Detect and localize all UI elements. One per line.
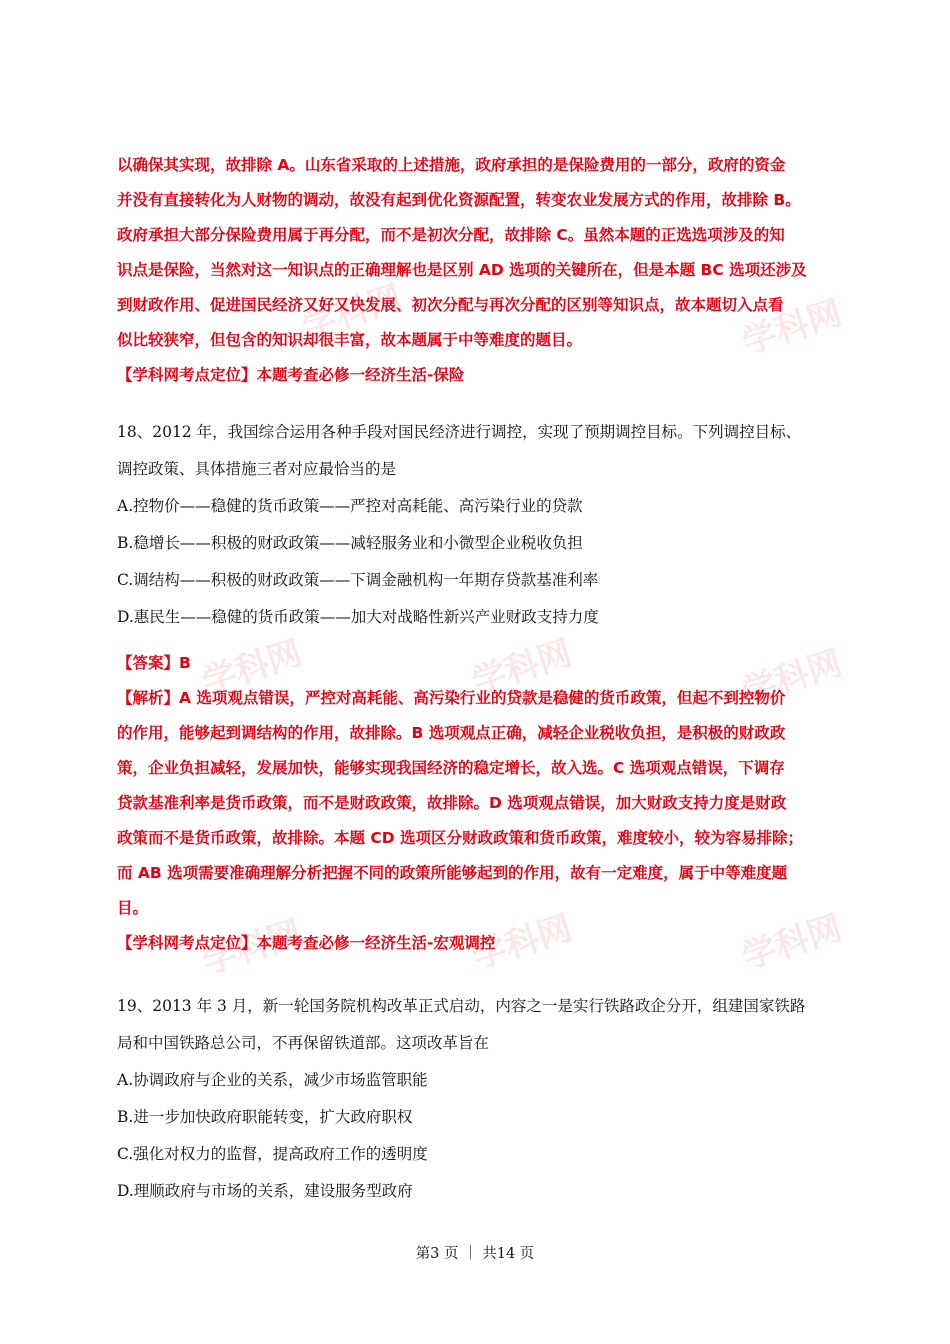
watermark: 学科网 bbox=[197, 633, 307, 703]
q17-analysis bbox=[117, 148, 845, 393]
question-18 bbox=[117, 414, 845, 636]
analysis-line: 贷款基准利率是货币政策，而不是财政政策，故排除。D 选项观点错误，加大财政支持力度是财政 bbox=[117, 794, 787, 812]
option-c: C.强化对权力的监督，提高政府工作的透明度 bbox=[117, 1145, 428, 1163]
analysis-line: 似比较狭窄，但包含的知识却很丰富，故本题属于中等难度的题目。 bbox=[117, 331, 583, 349]
analysis-line: 目。 bbox=[117, 899, 149, 917]
watermark: 学科网 bbox=[737, 643, 847, 713]
option-b: B.进一步加快政府职能转变，扩大政府职权 bbox=[117, 1108, 413, 1126]
option-d: D.理顺政府与市场的关系，建设服务型政府 bbox=[117, 1182, 413, 1200]
watermark: 学科网 bbox=[467, 633, 577, 703]
analysis-line: 政策而不是货币政策，故排除。本题 CD 选项区分财政政策和货币政策，难度较小，较为容易排除； bbox=[117, 829, 804, 847]
watermark: 学科网 bbox=[737, 293, 847, 363]
analysis-line: 到财政作用、促进国民经济又好又快发展、初次分配与再次分配的区别等知识点，故本题切入点看 bbox=[117, 296, 784, 314]
question-stem: 调控政策、具体措施三者对应最恰当的是 bbox=[117, 460, 397, 478]
analysis-line: 政府承担大部分保险费用属于再分配，而不是初次分配，故排除 C。虽然本题的正选选项涉及的知 bbox=[117, 226, 785, 244]
analysis-line: 以确保其实现，故排除 A。山东省采取的上述措施，政府承担的是保险费用的一部分，政府的资金 bbox=[117, 156, 786, 174]
answer: 【答案】B bbox=[117, 654, 191, 672]
watermark: 学科网 bbox=[297, 278, 407, 348]
analysis-line: 识点是保险，当然对这一知识点的正确理解也是区别 AD 选项的关键所在，但是本题 BC 选项还涉及 bbox=[117, 261, 807, 279]
analysis-line: 并没有直接转化为人财物的调动，故没有起到优化资源配置，转变农业发展方式的作用，故排除 B。 bbox=[117, 191, 801, 209]
watermark: 学科网 bbox=[467, 908, 577, 978]
analysis-line: 而 AB 选项需要准确理解分析把握不同的政策所能够起到的作用，故有一定难度，属于中等难度题 bbox=[117, 864, 788, 882]
option-a: A.控物价——稳健的货币政策——严控对高耗能、高污染行业的贷款 bbox=[117, 497, 583, 515]
question-stem: 19、2013 年 3 月，新一轮国务院机构改革正式启动，内容之一是实行铁路政企分开，组建国家铁路 bbox=[117, 997, 806, 1015]
option-a: A.协调政府与企业的关系，减少市场监管职能 bbox=[117, 1071, 428, 1089]
question-stem: 局和中国铁路总公司，不再保留铁道部。这项改革旨在 bbox=[117, 1034, 490, 1052]
watermark: 学科网 bbox=[197, 913, 307, 983]
analysis-line: 策，企业负担减轻，发展加快，能够实现我国经济的稳定增长，故入选。C 选项观点错误，下调存 bbox=[117, 759, 785, 777]
analysis-line: 的作用，能够起到调结构的作用，故排除。B 选项观点正确，减轻企业税收负担，是积极的财政政 bbox=[117, 724, 786, 742]
option-b: B.稳增长——积极的财政政策——减轻服务业和小微型企业税收负担 bbox=[117, 534, 583, 552]
option-d: D.惠民生——稳健的货币政策——加大对战略性新兴产业财政支持力度 bbox=[117, 608, 599, 626]
page-footer: 第3 页 ｜ 共14 页 bbox=[415, 1246, 535, 1262]
knowledge-point: 【学科网考点定位】本题考查必修一经济生活-保险 bbox=[117, 366, 465, 384]
question-19 bbox=[117, 988, 845, 1210]
watermark: 学科网 bbox=[737, 908, 847, 978]
analysis-line: 【解析】A 选项观点错误，严控对高耗能、高污染行业的贷款是稳健的货币政策，但起不到控物价 bbox=[117, 689, 786, 707]
option-c: C.调结构——积极的财政政策——下调金融机构一年期存贷款基准利率 bbox=[117, 571, 599, 589]
knowledge-point: 【学科网考点定位】本题考查必修一经济生活-宏观调控 bbox=[117, 934, 496, 952]
q18-answer-section bbox=[117, 646, 845, 961]
question-stem: 18、2012 年，我国综合运用各种手段对国民经济进行调控，实现了预期调控目标。下列调控目标、 bbox=[117, 423, 802, 441]
